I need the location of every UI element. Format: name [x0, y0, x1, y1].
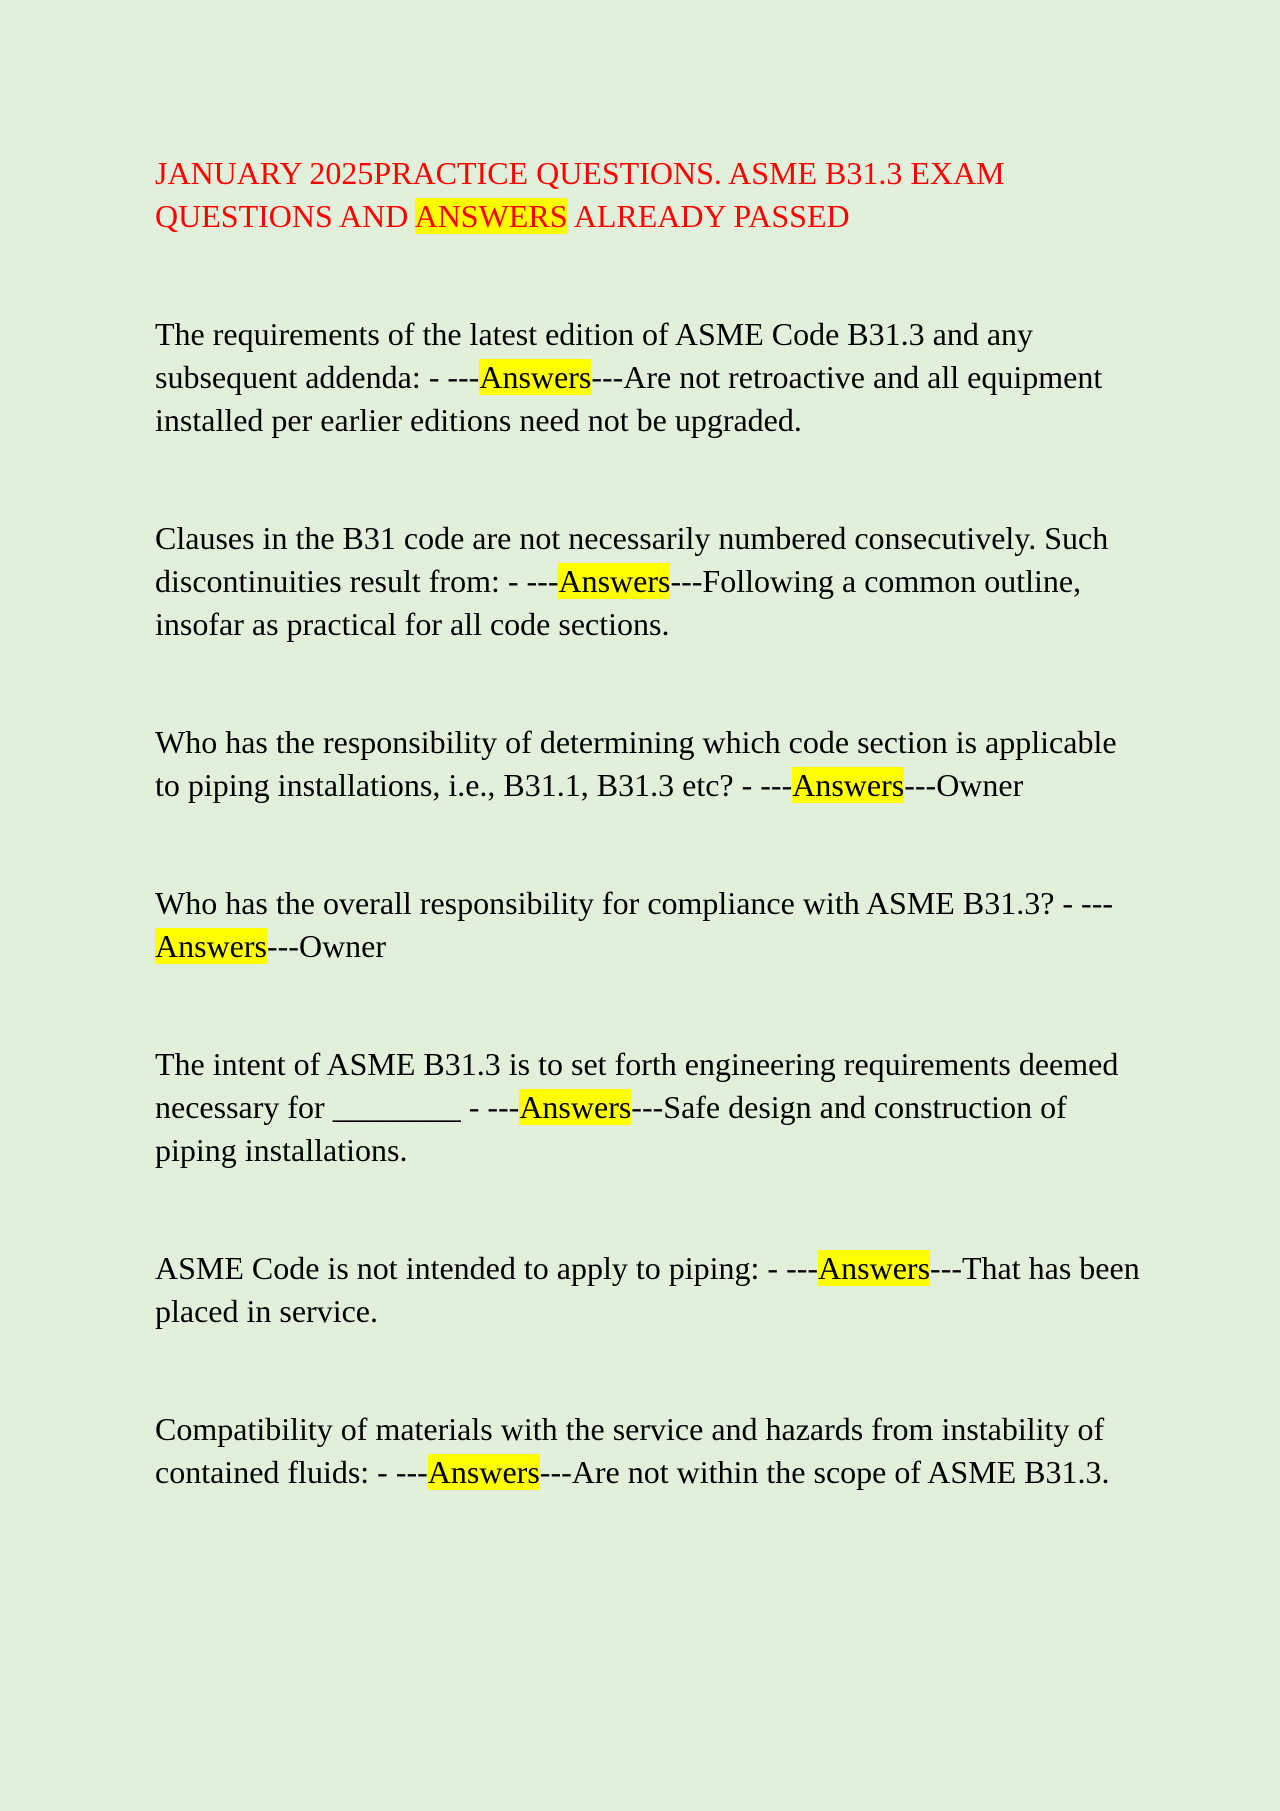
- question-text: ASME Code is not intended to apply to piping: - ---: [155, 1250, 819, 1286]
- question-item: [155, 882, 1145, 968]
- question-item: [155, 721, 1145, 807]
- answer-label: Answers: [155, 928, 267, 964]
- question-item: [155, 517, 1145, 646]
- document-page: [155, 152, 1145, 1569]
- answer-text: ---Safe design and construction of piping installations.: [155, 1089, 1067, 1168]
- document-title: [155, 152, 1145, 238]
- question-text: The requirements of the latest edition of ASME Code B31.3 and any subsequent addenda: - ---: [155, 316, 1034, 395]
- question-item: [155, 1408, 1145, 1494]
- answer-text: ---Following a common outline, insofar as practical for all code sections.: [155, 563, 1082, 642]
- answer-label: Answers: [519, 1089, 632, 1125]
- answer-label: Answers: [479, 359, 592, 395]
- question-list: [155, 313, 1145, 1494]
- answer-text: ---Are not within the scope of ASME B31.3.: [539, 1454, 1110, 1490]
- title-text-start: JANUARY 2025PRACTICE QUESTIONS. ASME B31.3 EXAM QUESTIONS AND: [155, 155, 1005, 234]
- answer-text: ---Owner: [266, 928, 387, 964]
- answer-label: Answers: [427, 1454, 540, 1490]
- question-item: [155, 1247, 1145, 1333]
- question-item: [155, 1043, 1145, 1172]
- answer-label: Answers: [558, 563, 671, 599]
- question-item: [155, 313, 1145, 442]
- question-text: Who has the responsibility of determining which code section is applicable to piping installations, i.e., B31.1, B31.3 etc? - ---: [155, 724, 1117, 803]
- answer-label: Answers: [818, 1250, 931, 1286]
- answer-label: Answers: [792, 767, 905, 803]
- question-text: The intent of ASME B31.3 is to set forth engineering requirements deemed necessary for ________ - ---: [155, 1046, 1119, 1125]
- question-text: Clauses in the B31 code are not necessarily numbered consecutively. Such discontinuities result from: - ---: [155, 520, 1109, 599]
- question-text: Who has the overall responsibility for compliance with ASME B31.3? - ---: [155, 885, 1114, 921]
- answer-text: ---Owner: [904, 767, 1024, 803]
- answer-text: ---Are not retroactive and all equipment installed per earlier editions need not be upgraded.: [155, 359, 1103, 438]
- title-text-end: ALREADY PASSED: [567, 198, 850, 234]
- answer-text: ---That has been placed in service.: [155, 1250, 1140, 1329]
- question-text: Compatibility of materials with the service and hazards from instability of contained fluids: - ---: [155, 1411, 1105, 1490]
- title-highlight: ANSWERS: [414, 198, 568, 234]
